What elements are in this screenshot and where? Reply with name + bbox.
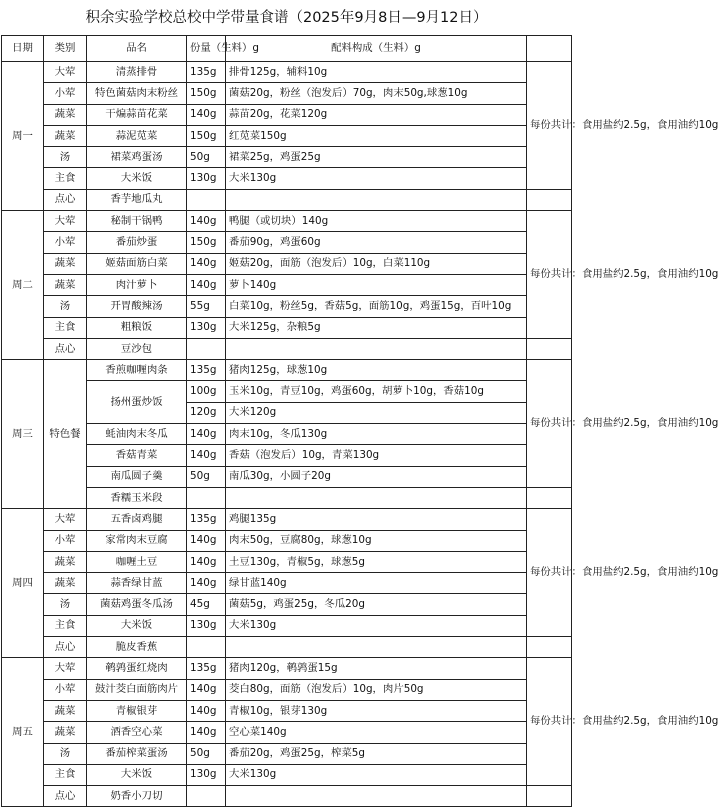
ingredients-cell: 姬菇20g，面筋（泡发后）10g，白菜110g [226, 253, 527, 274]
ingredients-cell: 鸭腿（或切块）140g [226, 211, 527, 232]
qty-cell: 120g [187, 402, 226, 423]
table-row [2, 487, 572, 508]
ingredients-cell: 蒜苗20g，花菜120g [226, 104, 527, 125]
table-row [2, 62, 572, 83]
qty-cell: 135g [187, 509, 226, 530]
empty-cell [527, 637, 572, 658]
ingredients-cell: 裙菜25g，鸡蛋25g [226, 147, 527, 168]
ingredients-cell: 青椒10g，银芽130g [226, 700, 527, 721]
dish-cell: 鼓汁茭白面筋肉片 [87, 679, 187, 700]
day-cell: 周一 [2, 62, 44, 211]
qty-cell: 130g [187, 168, 226, 189]
empty-cell [527, 487, 572, 508]
header-qty: 份量（生料）g [187, 36, 226, 62]
table-row [2, 764, 572, 785]
ingredients-cell: 萝卜140g [226, 274, 527, 295]
ingredients-cell: 大米130g [226, 168, 527, 189]
qty-cell: 140g [187, 722, 226, 743]
dish-cell: 干煸蒜苗花菜 [87, 104, 187, 125]
ingredients-cell: 空心菜140g [226, 722, 527, 743]
table-row [2, 722, 572, 743]
table-row [2, 232, 572, 253]
day-cell: 周二 [2, 211, 44, 360]
dish-cell: 大米饭 [87, 615, 187, 636]
ingredients-cell: 南瓜30g，小圆子20g [226, 466, 527, 487]
qty-cell: 130g [187, 764, 226, 785]
category-cell: 汤 [44, 594, 87, 615]
qty-cell: 150g [187, 125, 226, 146]
page-title: 积余实验学校总校中学带量食谱（2025年9月8日—9月12日） [85, 10, 488, 26]
category-cell: 点心 [44, 189, 87, 210]
qty-cell [187, 189, 226, 210]
qty-cell: 135g [187, 62, 226, 83]
ingredients-cell: 玉米10g，青豆10g，鸡蛋60g，胡萝卜10g，香菇10g [226, 381, 527, 402]
qty-cell: 140g [187, 211, 226, 232]
table-row [2, 253, 572, 274]
dish-cell: 菌菇鸡蛋冬瓜汤 [87, 594, 187, 615]
qty-cell [187, 786, 226, 807]
category-cell: 大荤 [44, 62, 87, 83]
table-row [2, 743, 572, 764]
table-row [2, 551, 572, 572]
note-cell: 每份共计：食用盐约2.5g，食用油约10g [527, 658, 572, 786]
qty-cell: 150g [187, 83, 226, 104]
category-cell: 小荤 [44, 679, 87, 700]
table-row [2, 445, 572, 466]
ingredients-cell: 大米125g，杂粮5g [226, 317, 527, 338]
category-cell: 蔬菜 [44, 722, 87, 743]
dish-cell: 家常肉末豆腐 [87, 530, 187, 551]
dish-cell: 姬菇面筋白菜 [87, 253, 187, 274]
ingredients-cell [226, 487, 527, 508]
qty-cell: 135g [187, 658, 226, 679]
category-cell: 汤 [44, 147, 87, 168]
ingredients-cell [226, 637, 527, 658]
header-note [527, 36, 572, 62]
dish-cell: 开胃酸辣汤 [87, 296, 187, 317]
ingredients-cell: 肉末10g，冬瓜130g [226, 424, 527, 445]
dish-cell: 南瓜圆子羹 [87, 466, 187, 487]
qty-cell: 50g [187, 743, 226, 764]
dish-cell: 肉汁萝卜 [87, 274, 187, 295]
category-cell: 点心 [44, 786, 87, 807]
header-row [2, 36, 572, 62]
qty-cell: 140g [187, 679, 226, 700]
category-cell: 特色餐 [44, 360, 87, 509]
ingredients-cell: 肉末50g，豆腐80g，球葱10g [226, 530, 527, 551]
table-row [2, 615, 572, 636]
qty-cell [187, 338, 226, 359]
qty-cell: 140g [187, 445, 226, 466]
dish-cell: 蚝油肉末冬瓜 [87, 424, 187, 445]
qty-cell [187, 487, 226, 508]
qty-cell: 140g [187, 700, 226, 721]
day-cell: 周五 [2, 658, 44, 807]
dish-cell: 酒香空心菜 [87, 722, 187, 743]
ingredients-cell [226, 338, 527, 359]
menu-table [1, 35, 718, 807]
ingredients-cell: 茭白80g，面筋（泡发后）10g，肉片50g [226, 679, 527, 700]
table-row [2, 147, 572, 168]
category-cell: 主食 [44, 764, 87, 785]
qty-cell: 130g [187, 615, 226, 636]
dish-cell: 奶香小刀切 [87, 786, 187, 807]
table-row [2, 125, 572, 146]
category-cell: 大荤 [44, 509, 87, 530]
dish-cell: 大米饭 [87, 764, 187, 785]
category-cell: 蔬菜 [44, 551, 87, 572]
ingredients-cell: 番茄20g，鸡蛋25g，榨菜5g [226, 743, 527, 764]
table-row [2, 381, 572, 402]
dish-cell: 扬州蛋炒饭 [87, 381, 187, 424]
ingredients-cell: 土豆130g，青椒5g，球葱5g [226, 551, 527, 572]
category-cell: 蔬菜 [44, 125, 87, 146]
table-row [2, 274, 572, 295]
table-row [2, 168, 572, 189]
qty-cell: 135g [187, 360, 226, 381]
ingredients-cell: 番茄90g，鸡蛋60g [226, 232, 527, 253]
table-row [2, 360, 572, 381]
dish-cell: 粗粮饭 [87, 317, 187, 338]
qty-cell: 55g [187, 296, 226, 317]
dish-cell: 香糯玉米段 [87, 487, 187, 508]
dish-cell: 裙菜鸡蛋汤 [87, 147, 187, 168]
dish-cell: 番茄榨菜蛋汤 [87, 743, 187, 764]
table-row [2, 786, 572, 807]
note-cell: 每份共计：食用盐约2.5g，食用油约10g [527, 211, 572, 339]
category-cell: 主食 [44, 168, 87, 189]
qty-cell: 140g [187, 551, 226, 572]
dish-cell: 咖喱土豆 [87, 551, 187, 572]
table-row [2, 211, 572, 232]
category-cell: 汤 [44, 296, 87, 317]
qty-cell: 140g [187, 104, 226, 125]
table-row [2, 296, 572, 317]
ingredients-cell: 白菜10g，粉丝5g，香菇5g，面筋10g，鸡蛋15g，百叶10g [226, 296, 527, 317]
ingredients-cell: 大米130g [226, 615, 527, 636]
header-ingredients: 配料构成（生料）g [226, 36, 527, 62]
ingredients-cell [226, 189, 527, 210]
ingredients-cell: 绿甘蓝140g [226, 573, 527, 594]
qty-cell [187, 637, 226, 658]
dish-cell: 特色菌菇肉末粉丝 [87, 83, 187, 104]
dish-cell: 豆沙包 [87, 338, 187, 359]
dish-cell: 蒜香绿甘蓝 [87, 573, 187, 594]
ingredients-cell [226, 786, 527, 807]
qty-cell: 150g [187, 232, 226, 253]
category-cell: 大荤 [44, 211, 87, 232]
category-cell: 大荤 [44, 658, 87, 679]
dish-cell: 脆皮香蕉 [87, 637, 187, 658]
qty-cell: 140g [187, 573, 226, 594]
table-row [2, 594, 572, 615]
qty-cell: 140g [187, 274, 226, 295]
category-cell: 小荤 [44, 232, 87, 253]
ingredients-cell: 猪肉125g，球葱10g [226, 360, 527, 381]
qty-cell: 140g [187, 424, 226, 445]
category-cell: 蔬菜 [44, 700, 87, 721]
empty-cell [527, 338, 572, 359]
ingredients-cell: 排骨125g，辅料10g [226, 62, 527, 83]
ingredients-cell: 鸡腿135g [226, 509, 527, 530]
qty-cell: 130g [187, 317, 226, 338]
table-row [2, 317, 572, 338]
note-cell: 每份共计：食用盐约2.5g，食用油约10g [527, 509, 572, 637]
dish-cell: 清蒸排骨 [87, 62, 187, 83]
category-cell: 蔬菜 [44, 573, 87, 594]
dish-cell: 蒜泥苋菜 [87, 125, 187, 146]
ingredients-cell: 大米120g [226, 402, 527, 423]
day-cell: 周三 [2, 360, 44, 509]
table-row [2, 573, 572, 594]
ingredients-cell: 香菇（泡发后）10g，青菜130g [226, 445, 527, 466]
category-cell: 点心 [44, 338, 87, 359]
table-row [2, 637, 572, 658]
table-row [2, 424, 572, 445]
ingredients-cell: 菌菇5g，鸡蛋25g，冬瓜20g [226, 594, 527, 615]
ingredients-cell: 菌菇20g，粉丝（泡发后）70g，肉末50g,球葱10g [226, 83, 527, 104]
dish-cell: 番茄炒蛋 [87, 232, 187, 253]
table-row [2, 104, 572, 125]
qty-cell: 45g [187, 594, 226, 615]
dish-cell: 香芋地瓜丸 [87, 189, 187, 210]
dish-cell: 五香卤鸡腿 [87, 509, 187, 530]
header-category: 类别 [44, 36, 87, 62]
table-row [2, 530, 572, 551]
header-dish: 品名 [87, 36, 187, 62]
ingredients-cell: 大米130g [226, 764, 527, 785]
table-row [2, 83, 572, 104]
category-cell: 点心 [44, 637, 87, 658]
dish-cell: 鹌鹑蛋红烧肉 [87, 658, 187, 679]
day-cell: 周四 [2, 509, 44, 658]
category-cell: 主食 [44, 615, 87, 636]
table-row [2, 509, 572, 530]
dish-cell: 青椒银芽 [87, 700, 187, 721]
empty-cell [527, 189, 572, 210]
qty-cell: 50g [187, 466, 226, 487]
table-row [2, 338, 572, 359]
category-cell: 蔬菜 [44, 253, 87, 274]
category-cell: 小荤 [44, 83, 87, 104]
ingredients-cell: 猪肉120g，鹌鹑蛋15g [226, 658, 527, 679]
ingredients-cell: 红苋菜150g [226, 125, 527, 146]
qty-cell: 140g [187, 530, 226, 551]
table-row [2, 466, 572, 487]
dish-cell: 香煎咖喱肉条 [87, 360, 187, 381]
dish-cell: 大米饭 [87, 168, 187, 189]
table-row [2, 189, 572, 210]
qty-cell: 140g [187, 253, 226, 274]
qty-cell: 100g [187, 381, 226, 402]
category-cell: 蔬菜 [44, 274, 87, 295]
dish-cell: 秘制干锅鸭 [87, 211, 187, 232]
dish-cell: 香菇青菜 [87, 445, 187, 466]
category-cell: 汤 [44, 743, 87, 764]
table-row [2, 658, 572, 679]
category-cell: 蔬菜 [44, 104, 87, 125]
qty-cell: 50g [187, 147, 226, 168]
empty-cell [527, 786, 572, 807]
note-cell: 每份共计：食用盐约2.5g，食用油约10g [527, 62, 572, 190]
category-cell: 小荤 [44, 530, 87, 551]
table-row [2, 700, 572, 721]
note-cell: 每份共计：食用盐约2.5g，食用油约10g [527, 360, 572, 488]
header-day: 日期 [2, 36, 44, 62]
category-cell: 主食 [44, 317, 87, 338]
table-row [2, 679, 572, 700]
